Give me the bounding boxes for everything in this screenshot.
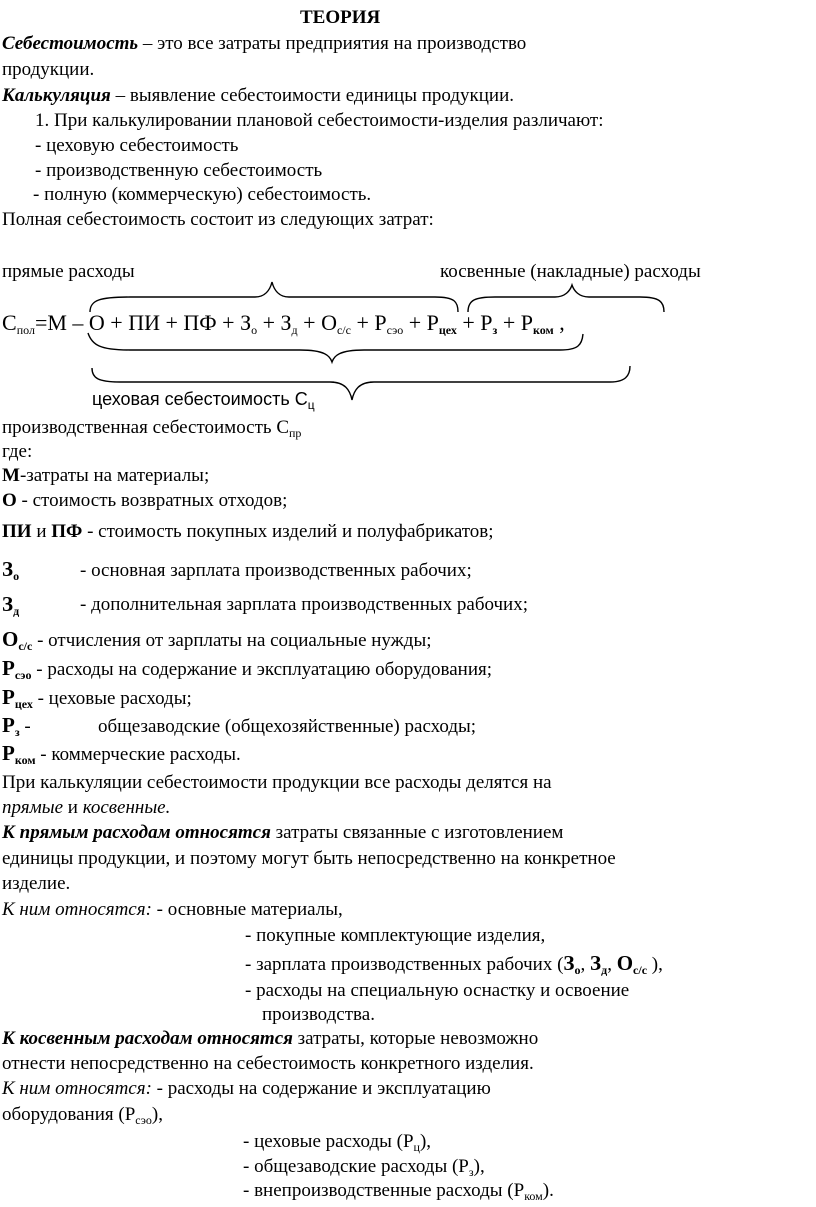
direct-item-sep-1: , [580, 954, 591, 975]
indirect-item-plant-text: - общезаводские расходы (Р [243, 1156, 469, 1177]
term-cost: Себестоимость [2, 33, 139, 54]
calc-and: и [63, 797, 83, 818]
indirect-item-shop-sub: ц [413, 1140, 420, 1154]
indirect-item-nonprod-end: ). [542, 1180, 554, 1201]
indirect-item-plant-sub: з [468, 1165, 474, 1179]
legend-m-text: -затраты на материалы; [19, 465, 210, 486]
page-title: ТЕОРИЯ [300, 7, 381, 28]
indirect-item-shop-end: ), [419, 1131, 432, 1152]
direct-list-lead: К ним относятся: [2, 899, 152, 920]
production-cost-sub: пр [289, 426, 302, 440]
direct-costs-para-3: изделие. [2, 873, 71, 894]
direct-costs-lead: К прямым расходам относятся [2, 822, 271, 843]
formula-rceh-sub: цех [438, 323, 457, 337]
direct-item-wages [245, 952, 663, 981]
formula-part-4: + Р [350, 310, 387, 335]
legend-z0 [2, 558, 19, 587]
formula-zd-sub: д [291, 323, 298, 337]
list-item-shop: - цеховую себестоимость [35, 135, 239, 156]
direct-item-oss-sub: с/с [633, 963, 648, 977]
direct-item-oss: О [616, 951, 634, 975]
calc-paragraph-2 [2, 797, 170, 819]
formula-oss-sub: с/с [336, 323, 351, 337]
formula-lhs: С [2, 310, 17, 335]
formula-part-1: =М – О + ПИ + ПФ + З [34, 310, 252, 335]
direct-item-tooling: - расходы на специальную оснастку и освоение [245, 980, 630, 1001]
direct-costs-para-2: единицы продукции, и поэтому могут быть непосредственно на конкретное [2, 848, 616, 869]
formula-rz-sub: з [492, 323, 498, 337]
legend-rkom-symbol: Р [2, 741, 15, 765]
legend-zd [2, 593, 19, 622]
indirect-equipment-end: ), [151, 1104, 163, 1125]
production-cost-text: производственная себестоимость С [2, 417, 289, 438]
calc-direct-word: прямые [2, 797, 64, 818]
legend-zd-symbol: З [2, 592, 14, 616]
direct-item-z0-sub: о [574, 963, 581, 977]
legend-rz [2, 714, 31, 743]
direct-item-z0: З [563, 951, 575, 975]
indirect-list-intro [2, 1078, 491, 1100]
legend-rz-sub: з [14, 725, 20, 739]
legend-rseo-sub: сэо [14, 668, 32, 682]
cost-formula [2, 310, 565, 343]
formula-part-5: + Р [403, 310, 439, 335]
legend-rseo-text: - расходы на содержание и эксплуатацию оборудования; [31, 659, 493, 680]
direct-costs-label: прямые расходы [2, 261, 135, 282]
legend-rseo-symbol: Р [2, 656, 15, 680]
legend-o-symbol: О [2, 490, 17, 511]
formula-part-2: + З [257, 310, 292, 335]
shop-cost-sub: ц [307, 398, 315, 412]
shop-cost-label [92, 388, 315, 416]
indirect-item-plant-end: ), [473, 1156, 485, 1177]
legend-rceh-text: - цеховые расходы; [32, 688, 192, 709]
indirect-equipment-sub: сэо [135, 1113, 152, 1127]
direct-item-wages-text: - зарплата производственных рабочих ( [245, 954, 564, 975]
indirect-costs-label: косвенные (накладные) расходы [440, 261, 701, 282]
calc-indirect-word: косвенные. [82, 797, 171, 818]
formula-rkom-sub: ком [533, 323, 554, 337]
direct-costs-para-1 [2, 822, 563, 844]
legend-pipf-text: - стоимость покупных изделий и полуфабрикатов; [82, 521, 494, 542]
legend-rz-text: общезаводские (общехозяйственные) расходы; [98, 716, 477, 737]
definition-cost-cont: продукции. [2, 59, 95, 80]
term-calc: Калькуляция [2, 85, 111, 106]
definition-calc-text: – выявление себестоимости единицы продукции. [110, 85, 515, 106]
indirect-item-nonprod-text: - внепроизводственные расходы (Р [243, 1180, 525, 1201]
direct-list-text: - основные материалы, [151, 899, 343, 920]
indirect-brace [468, 285, 664, 312]
definition-cost-text: – это все затраты предприятия на производство [138, 33, 527, 54]
direct-list-intro [2, 899, 343, 921]
list-item-production: - производственную себестоимость [35, 160, 323, 181]
legend-o [2, 490, 287, 512]
direct-item-zd: З [590, 951, 602, 975]
legend-oss-symbol: О [2, 627, 19, 651]
indirect-costs-lead: К косвенным расходам относятся [2, 1028, 293, 1049]
indirect-list-equipment [2, 1104, 163, 1131]
where-label: где: [2, 441, 33, 462]
legend-rceh-symbol: Р [2, 685, 15, 709]
indirect-item-plant [243, 1156, 485, 1183]
legend-rkom-sub: ком [14, 753, 36, 767]
formula-part-3: + О [297, 310, 337, 335]
formula-part-6: + Р [456, 310, 493, 335]
legend-pi-symbol: ПИ [2, 521, 32, 542]
legend-pf-symbol: ПФ [51, 521, 83, 542]
legend-oss-text: - отчисления от зарплаты на социальные нужды; [32, 630, 432, 651]
formula-z0-sub: о [251, 323, 258, 337]
indirect-list-text: - расходы на содержание и эксплуатацию [151, 1078, 491, 1099]
legend-pi-pf [2, 521, 494, 543]
direct-item-zd-sub: д [601, 963, 608, 977]
formula-rseo-sub: сэо [386, 323, 404, 337]
legend-rkom-text: - коммерческие расходы. [35, 744, 241, 765]
indirect-costs-text-1: затраты, которые невозможно [292, 1028, 539, 1049]
production-cost-label [2, 417, 301, 444]
legend-z0-sub: о [13, 569, 20, 583]
direct-item-wages-end: ), [647, 954, 663, 975]
direct-item-tooling-cont: производства. [262, 1004, 375, 1025]
full-cost-intro: Полная себестоимость состоит из следующих затрат: [2, 209, 434, 230]
formula-tail: , [553, 310, 565, 335]
legend-o-text: - стоимость возвратных отходов; [16, 490, 288, 511]
shop-cost-text: цеховая себестоимость С [92, 389, 308, 409]
legend-rz-dash: - [19, 716, 31, 737]
formula-part-7: + Р [497, 310, 534, 335]
direct-item-components: - покупные комплектующие изделия, [245, 925, 546, 946]
list-intro: 1. При калькулировании плановой себестоимости-изделия различают: [35, 110, 604, 131]
legend-rceh-sub: цех [14, 697, 33, 711]
legend-zd-text: - дополнительная зарплата производственных рабочих; [80, 594, 528, 615]
indirect-costs-para-2: отнести непосредственно на себестоимость конкретного изделия. [2, 1053, 534, 1074]
legend-rkom [2, 742, 241, 771]
legend-oss [2, 628, 432, 657]
legend-zd-sub: д [13, 604, 20, 618]
legend-and: и [31, 521, 52, 542]
indirect-item-nonprod-sub: ком [524, 1189, 543, 1203]
formula-lhs-sub: пол [16, 323, 35, 337]
indirect-item-shop [243, 1131, 431, 1158]
list-item-full: - полную (коммерческую) себестоимость. [33, 184, 372, 205]
legend-z0-text: - основная зарплата производственных рабочих; [80, 560, 472, 581]
indirect-costs-para-1 [2, 1028, 538, 1050]
direct-brace [90, 282, 458, 312]
legend-m-symbol: М [2, 465, 20, 486]
indirect-equipment-text: оборудования (Р [2, 1104, 136, 1125]
calc-paragraph-1: При калькуляции себестоимости продукции все расходы делятся на [2, 772, 552, 793]
direct-costs-text-1: затраты связанные с изготовлением [270, 822, 564, 843]
legend-z0-symbol: З [2, 557, 14, 581]
legend-rceh [2, 686, 192, 715]
indirect-item-shop-text: - цеховые расходы (Р [243, 1131, 414, 1152]
legend-oss-sub: с/с [18, 639, 33, 653]
direct-item-sep-2: , [607, 954, 617, 975]
indirect-list-lead: К ним относятся: [2, 1078, 152, 1099]
legend-rz-symbol: Р [2, 713, 15, 737]
legend-m [2, 465, 209, 487]
legend-rseo [2, 657, 492, 686]
